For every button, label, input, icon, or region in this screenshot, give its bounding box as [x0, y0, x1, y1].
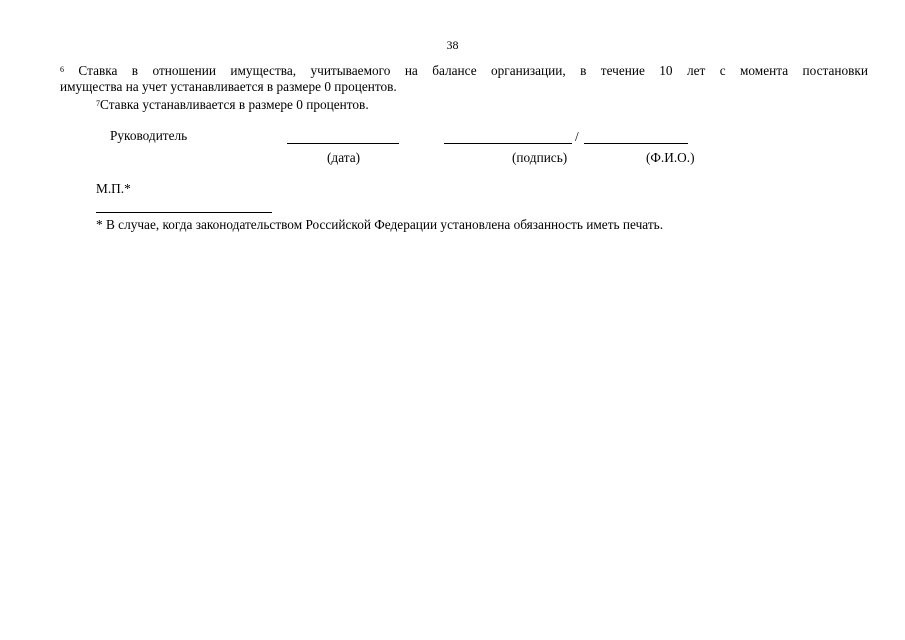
- slash-separator: /: [575, 129, 579, 144]
- page-number: 38: [446, 38, 459, 52]
- date-line: [287, 143, 399, 144]
- footnote-6-line-1: [60, 62, 868, 79]
- stamp-label: М.П.*: [96, 181, 131, 196]
- star-footnote: * В случае, когда законодательством Российской Федерации установлена обязанность иметь печать.: [96, 217, 664, 232]
- name-line: [584, 143, 688, 144]
- date-caption: (дата): [327, 150, 361, 165]
- footnote-6-line-2: имущества на учет устанавливается в размере 0 процентов.: [60, 79, 397, 94]
- footnote-7-mark: 7: [96, 99, 100, 108]
- signature-caption: (подпись): [512, 150, 568, 165]
- signature-line: [444, 143, 572, 144]
- footnote-6-text: Ставка в отношении имущества, учитываемого на балансе организации, в течение 10 лет с момента постановки: [78, 63, 868, 78]
- name-caption: (Ф.И.О.): [646, 150, 695, 165]
- footnote-6-mark: 6: [60, 65, 64, 74]
- footnote-separator: [96, 212, 272, 213]
- footnote-7-text: Ставка устанавливается в размере 0 процентов.: [100, 97, 369, 112]
- footnote-7: [96, 96, 369, 113]
- signatory-label: Руководитель: [110, 128, 188, 143]
